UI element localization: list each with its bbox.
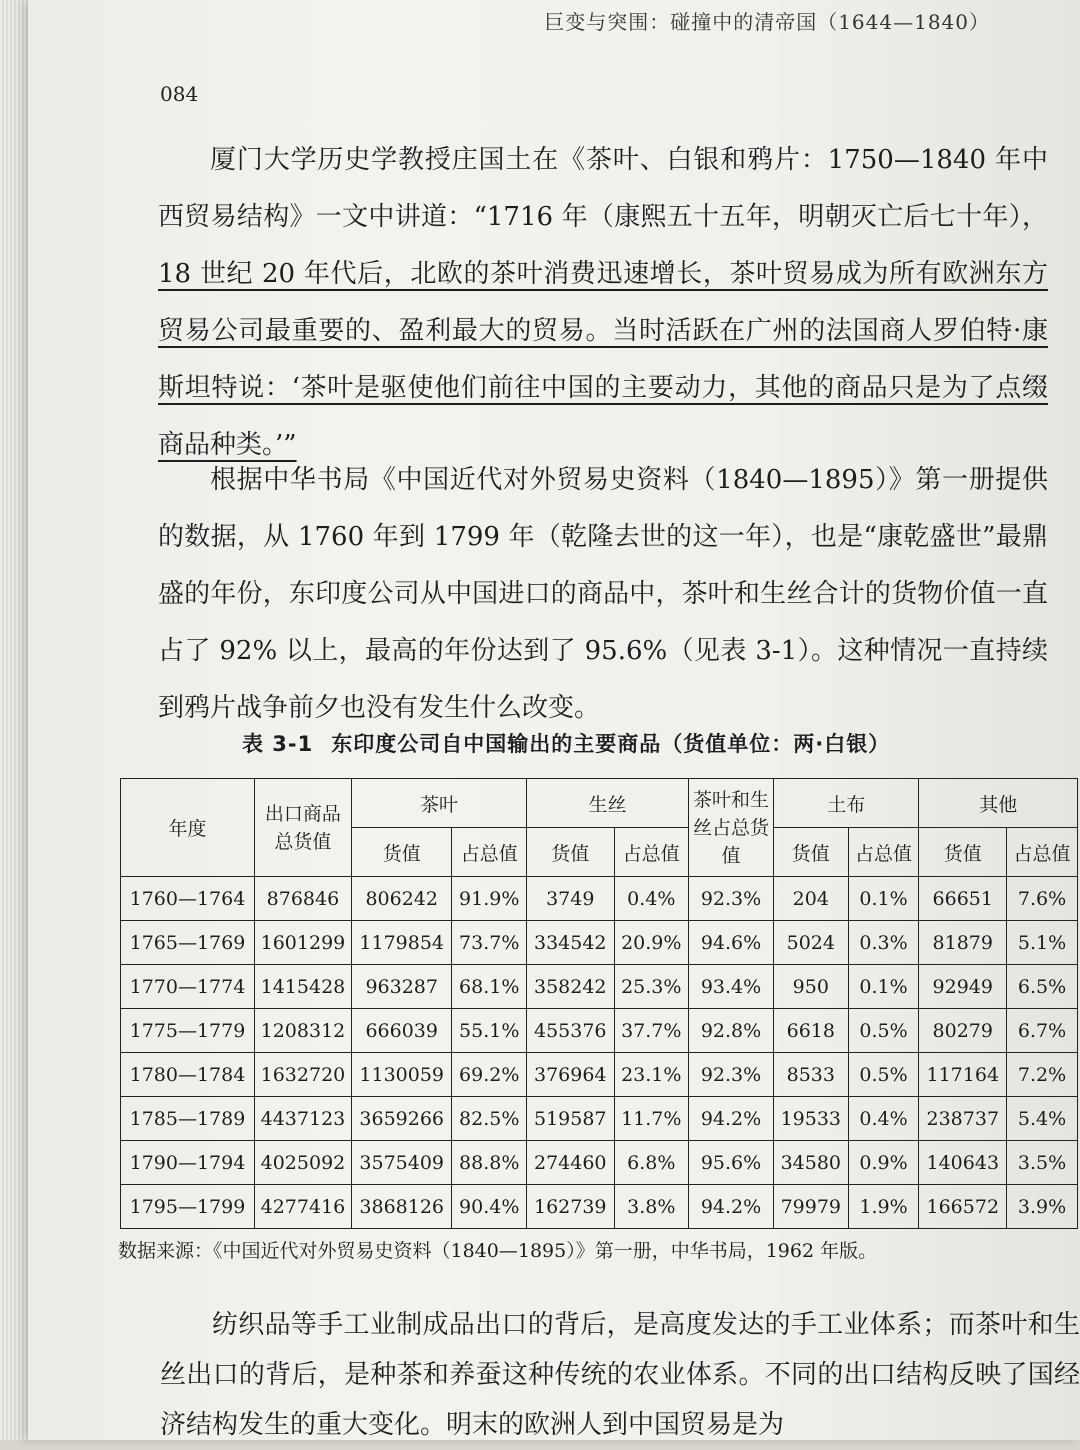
table-cell: 334542: [526, 921, 614, 965]
header-tea-silk-share: 茶叶和生丝占总货值: [689, 779, 774, 877]
table-cell: 91.9%: [452, 877, 526, 921]
table-cell: 25.3%: [614, 965, 688, 1009]
table-row: [121, 1185, 1078, 1229]
table-cell: 82.5%: [452, 1097, 526, 1141]
table-cell: 88.8%: [452, 1141, 526, 1185]
table-cell: 0.3%: [848, 921, 919, 965]
table-cell: 7.2%: [1007, 1053, 1078, 1097]
table-cell: 1775—1779: [121, 1009, 255, 1053]
table-cell: 4277416: [254, 1185, 351, 1229]
table-cell: 3659266: [351, 1097, 452, 1141]
table-cell: 11.7%: [614, 1097, 688, 1141]
table-cell: 0.9%: [848, 1141, 919, 1185]
header-tea: 茶叶: [351, 779, 526, 828]
paragraph-1-intro: 厦门大学历史学教授庄国土在《茶叶、白银和鸦片：1750—1840 年中西贸易结构》一文中讲道：“1716 年（康熙五十五年，明朝灭亡后七十年），: [158, 145, 1048, 232]
header-cloth-value: 货值: [774, 828, 849, 877]
header-year: 年度: [121, 779, 255, 877]
table-cell: 1770—1774: [121, 965, 255, 1009]
table-cell: 274460: [526, 1141, 614, 1185]
trade-table: [120, 778, 1078, 1229]
table-cell: 0.1%: [848, 965, 919, 1009]
table-cell: 55.1%: [452, 1009, 526, 1053]
table-cell: 94.6%: [689, 921, 774, 965]
table-cell: 0.1%: [848, 877, 919, 921]
table-cell: 90.4%: [452, 1185, 526, 1229]
table-cell: 376964: [526, 1053, 614, 1097]
table-source-note: 数据来源：《中国近代对外贸易史资料（1840—1895）》第一册，中华书局，1962 年版。: [118, 1240, 878, 1262]
table-cell: 6.8%: [614, 1141, 688, 1185]
table-cell: 8533: [774, 1053, 849, 1097]
table-cell: 238737: [919, 1097, 1007, 1141]
table-cell: 1.9%: [848, 1185, 919, 1229]
table-cell: 4437123: [254, 1097, 351, 1141]
table-cell: 19533: [774, 1097, 849, 1141]
table-cell: 5024: [774, 921, 849, 965]
table-cell: 6.5%: [1007, 965, 1078, 1009]
table-cell: 1795—1799: [121, 1185, 255, 1229]
table-cell: 80279: [919, 1009, 1007, 1053]
table-cell: 140643: [919, 1141, 1007, 1185]
header-silk: 生丝: [526, 779, 688, 828]
table-cell: 3575409: [351, 1141, 452, 1185]
table-cell: 93.4%: [689, 965, 774, 1009]
table-caption-id: 表 3-1: [242, 732, 314, 756]
table-cell: 519587: [526, 1097, 614, 1141]
table-cell: 1785—1789: [121, 1097, 255, 1141]
table-row: [121, 1141, 1078, 1185]
table-cell: 92.3%: [689, 877, 774, 921]
header-export-total: 出口商品总货值: [254, 779, 351, 877]
table-cell: 950: [774, 965, 849, 1009]
table-cell: 3.8%: [614, 1185, 688, 1229]
table-cell: 876846: [254, 877, 351, 921]
table-cell: 68.1%: [452, 965, 526, 1009]
table-body: [121, 877, 1078, 1229]
paragraph-1: [158, 132, 1048, 474]
table-cell: 1130059: [351, 1053, 452, 1097]
paragraph-3-text: 纺织品等手工业制成品出口的背后，是高度发达的手工业体系；而茶叶和生丝出口的背后，是种茶和养蚕这种传统的农业体系。不同的出口结构反映了国经济结构发生的重大变化。明末的欧洲人到中国贸易是为: [160, 1310, 1080, 1440]
paragraph-2: [158, 452, 1048, 737]
table-cell: 79979: [774, 1185, 849, 1229]
table-cell: 6.7%: [1007, 1009, 1078, 1053]
table-cell: 0.5%: [848, 1053, 919, 1097]
paragraph-2-text: 根据中华书局《中国近代对外贸易史资料（1840—1895）》第一册提供的数据，从 1760 年到 1799 年（乾隆去世的这一年），也是“康乾盛世”最鼎盛的年份，东印度公司从中国进口的商品中，茶叶和生丝合计的货物价值一直占了 92% 以上，最高的年份达到了 95.6%（见表 3-1）。这种情况一直持续到鸦片战争前夕也没有发生什么改变。: [158, 465, 1048, 723]
header-tea-value: 货值: [351, 828, 452, 877]
table-cell: 963287: [351, 965, 452, 1009]
table-cell: 94.2%: [689, 1097, 774, 1141]
table-row: [121, 1009, 1078, 1053]
running-head: 巨变与突围：碰撞中的清帝国（1644—1840）: [544, 10, 990, 34]
paragraph-3: [160, 1300, 1080, 1450]
table-cell: 0.4%: [848, 1097, 919, 1141]
page-number: 084: [160, 82, 199, 106]
table-cell: 94.2%: [689, 1185, 774, 1229]
table-cell: 0.5%: [848, 1009, 919, 1053]
table-row: [121, 1053, 1078, 1097]
header-other: 其他: [919, 779, 1078, 828]
table-cell: 1601299: [254, 921, 351, 965]
table-cell: 66651: [919, 877, 1007, 921]
table-row: [121, 1097, 1078, 1141]
table-cell: 1765—1769: [121, 921, 255, 965]
table-cell: 1415428: [254, 965, 351, 1009]
table-cell: 806242: [351, 877, 452, 921]
table-cell: 358242: [526, 965, 614, 1009]
table-cell: 666039: [351, 1009, 452, 1053]
table-cell: 92.3%: [689, 1053, 774, 1097]
table-cell: 166572: [919, 1185, 1007, 1229]
header-tea-share: 占总值: [452, 828, 526, 877]
table-cell: 4025092: [254, 1141, 351, 1185]
table-caption-title: 东印度公司自中国输出的主要商品（货值单位：两·白银）: [331, 732, 891, 756]
table-row: [121, 921, 1078, 965]
table-cell: 92949: [919, 965, 1007, 1009]
table-cell: 1632720: [254, 1053, 351, 1097]
header-other-value: 货值: [919, 828, 1007, 877]
table-cell: 3.9%: [1007, 1185, 1078, 1229]
table-cell: 6618: [774, 1009, 849, 1053]
table-cell: 455376: [526, 1009, 614, 1053]
table-cell: 204: [774, 877, 849, 921]
table-cell: 37.7%: [614, 1009, 688, 1053]
table-cell: 117164: [919, 1053, 1007, 1097]
table-cell: 20.9%: [614, 921, 688, 965]
header-silk-value: 货值: [526, 828, 614, 877]
table-cell: 162739: [526, 1185, 614, 1229]
table-cell: 7.6%: [1007, 877, 1078, 921]
header-cloth: 土布: [774, 779, 919, 828]
table-cell: 1790—1794: [121, 1141, 255, 1185]
table-cell: 5.4%: [1007, 1097, 1078, 1141]
header-cloth-share: 占总值: [848, 828, 919, 877]
header-silk-share: 占总值: [614, 828, 688, 877]
table-row: [121, 965, 1078, 1009]
table-cell: 1780—1784: [121, 1053, 255, 1097]
table-cell: 1760—1764: [121, 877, 255, 921]
table-cell: 69.2%: [452, 1053, 526, 1097]
table-cell: 3749: [526, 877, 614, 921]
table-cell: 3.5%: [1007, 1141, 1078, 1185]
table-caption: [242, 728, 1002, 758]
table-cell: 95.6%: [689, 1141, 774, 1185]
table-cell: 92.8%: [689, 1009, 774, 1053]
table-cell: 5.1%: [1007, 921, 1078, 965]
table-cell: 34580: [774, 1141, 849, 1185]
table-cell: 3868126: [351, 1185, 452, 1229]
table-row: [121, 877, 1078, 921]
table-cell: 1179854: [351, 921, 452, 965]
table-cell: 73.7%: [452, 921, 526, 965]
table-cell: 0.4%: [614, 877, 688, 921]
table-cell: 81879: [919, 921, 1007, 965]
book-page-edge: [0, 0, 28, 1440]
table-cell: 1208312: [254, 1009, 351, 1053]
header-other-share: 占总值: [1007, 828, 1078, 877]
paragraph-1-underlined: 18 世纪 20 年代后，北欧的茶叶消费迅速增长，茶叶贸易成为所有欧洲东方贸易公司最重要的、盈利最大的贸易。当时活跃在广州的法国商人罗伯特·康斯坦特说：‘茶叶是驱使他们前往中国的主要动力，其他的商品只是为了点缀商品种类。’”: [158, 259, 1048, 460]
table-cell: 23.1%: [614, 1053, 688, 1097]
